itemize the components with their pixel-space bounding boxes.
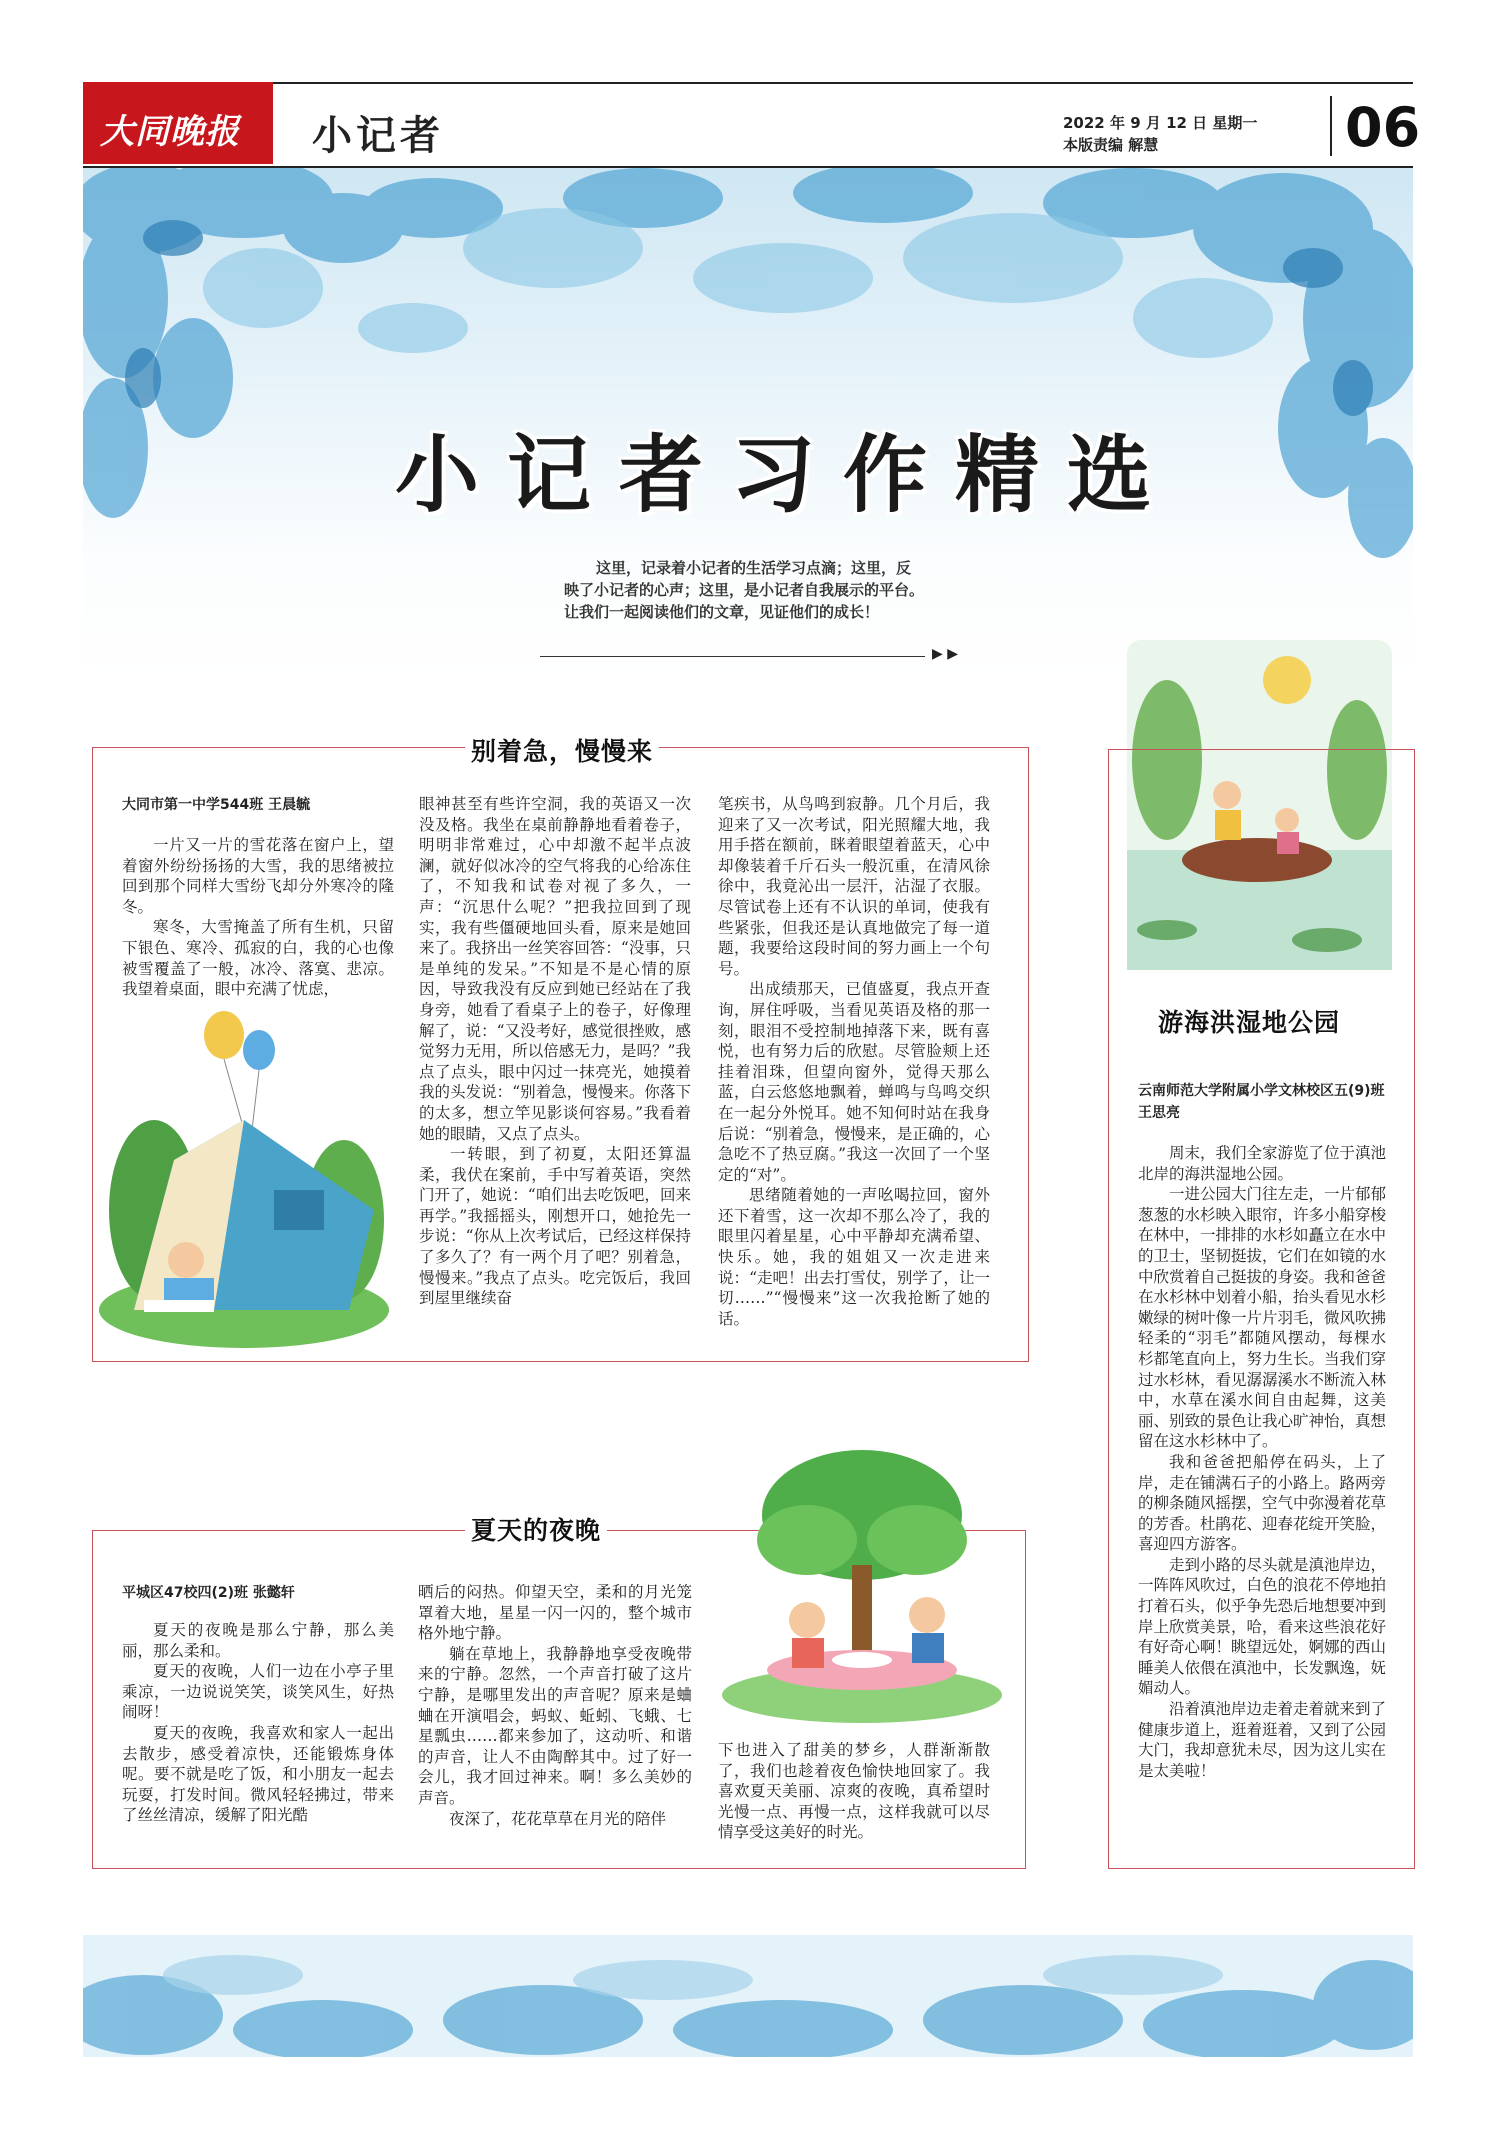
article-byline-1: 大同市第一中学544班 王晨毓 (122, 797, 311, 813)
issue-date: 2022 年 9 月 12 日 星期一 (1063, 114, 1258, 132)
article-title-3: 游海洪湿地公园 (1152, 1003, 1346, 1039)
paragraph: 夏天的夜晚是那么宁静，那么美丽，那么柔和。 (122, 1621, 394, 1660)
paragraph: 思绪随着她的一声吆喝拉回，窗外还下着雪，这一次却不那么冷了，我的眼里闪着星星，心中平静却充满希望、快乐。她，我的姐姐又一次走进来说：“走吧！出去打雪仗，别学了，让一切……”“慢慢来”这一次我抢断了她的话。 (718, 1186, 990, 1328)
paragraph: 夏天的夜晚，我喜欢和家人一起出去散步，感受着凉快，还能锻炼身体呢。要不就是吃了饭，和小朋友一起去玩耍，打发时间。微风轻轻拂过，带来了丝丝清凉，缓解了阳光酷 (122, 1723, 394, 1825)
paragraph: 出成绩那天，已值盛夏，我点开查询，屏住呼吸，当看见英语及格的那一刻，眼泪不受控制地掉落下来，既有喜悦，也有努力后的欣慰。尽管脸颊上还挂着泪珠，但望向窗外，觉得天那么蓝，白云悠悠地飘着，蝉鸣与鸟鸣交织在一起分外悦耳。她不知何时站在我身后说：“别着急，慢慢来，是正确的，心急吃不了热豆腐。”我这一次回了一个坚定的“对”。 (718, 980, 990, 1184)
picnic-tree-illustration (712, 1445, 1002, 1725)
paragraph: 周末，我们全家游览了位于滇池北岸的海洪湿地公园。 (1138, 1144, 1387, 1183)
editor-credit: 本版责编 解慧 (1063, 136, 1159, 154)
paragraph: 一片又一片的雪花落在窗户上，望着窗外纷纷扬扬的大雪，我的思绪被拉回到那个同样大雪纷飞却分外寒冷的隆冬。 (122, 836, 394, 916)
page-number: 06 (1345, 96, 1421, 159)
paragraph: 走到小路的尽头就是滇池岸边，一阵阵风吹过，白色的浪花不停地拍打着石头，似乎争先恐后地想要冲到岸上欣赏美景，哈，看来这些浪花好有好奇心啊！眺望远处，婀娜的西山睡美人依偎在滇池中，长发飘逸，妩媚动人。 (1138, 1555, 1387, 1698)
logo-text: 大同晚报 (100, 112, 240, 152)
article-byline-3: 云南师范大学附属小学文林校区五(9)班 王思亮 (1138, 1083, 1385, 1121)
paragraph: 夏天的夜晚，人们一边在小亭子里乘凉，一边说说笑笑，谈笑风生，好热闹呀！ (122, 1662, 394, 1722)
banner-title: 小记者习作精选 (395, 425, 1180, 524)
paragraph: 寒冬，大雪掩盖了所有生机，只留下银色、寒冷、孤寂的白，我的心也像被雪覆盖了一般，冰冷、落寞、悲凉。我望着桌面，眼中充满了忧虑， (122, 918, 394, 999)
article-1-column-2 (419, 794, 691, 1309)
page-number-divider (1330, 96, 1332, 156)
paragraph: 我和爸爸把船停在码头，上了岸，走在铺满石子的小路上。路两旁的柳条随风摇摆，空气中弥漫着花草的芳香。杜鹃花、迎春花绽开笑脸，喜迎四方游客。 (1138, 1452, 1387, 1554)
paragraph: 一进公园大门往左走，一片郁郁葱葱的水杉映入眼帘，许多小船穿梭在林中，一排排的水杉如矗立在水中的卫士，坚韧挺拔，它们在如镜的水中欣赏着自己挺拔的身姿。我和爸爸在水杉林中划着小船，抬头看见水杉嫩绿的树叶像一片片羽毛，微风吹拂轻柔的“羽毛”都随风摆动，每棵水杉都笔直向上，努力生长。当我们穿过水杉林，看见潺潺溪水不断流入林中，水草在溪水间自由起舞，这美丽、别致的景色让我心旷神怡，真想留在这水杉林中了。 (1138, 1185, 1387, 1451)
article-2-column-3 (718, 1740, 990, 1843)
banner-intro-text: 这里，记录着小记者的生活学习点滴；这里，反映了小记者的心声；这里，是小记者自我展示的平台。让我们一起阅读他们的文章，见证他们的成长！ (564, 559, 925, 621)
article-1-column-1 (122, 835, 394, 1000)
article-2-column-1 (122, 1620, 394, 1826)
paragraph: 眼神甚至有些许空洞，我的英语又一次没及格。我坐在桌前静静地看着卷子，明明非常难过，心中却激不起半点波澜，就好似冰冷的空气将我的心给冻住了，不知我和试卷对视了多久，一声：“沉思什么呢？”把我拉回到了现实，我有些僵硬地回头看，原来是她回来了。我挤出一丝笑容回答：“没事，只是单纯的发呆。”不知是不是心情的原因，导致我没有反应到她已经站在了我身旁，她看了看桌子上的卷子，好像理解了，说：“又没考好，感觉很挫败，感觉努力无用，所以倍感无力，是吗？”我点了点头，眼中闪过一抹亮光，她摸着我的头发说：“别着急，慢慢来。你落下的太多，想立竿见影谈何容易。”我看着她的眼睛，又点了点头。 (419, 795, 691, 1143)
article-3-column-1 (1138, 1143, 1386, 1781)
paragraph: 晒后的闷热。仰望天空，柔和的月光笼罩着大地，星星一闪一闪的，整个城市格外地宁静。 (418, 1583, 692, 1643)
tent-reading-illustration (94, 1010, 404, 1350)
paragraph: 笔疾书，从鸟鸣到寂静。几个月后，我迎来了又一次考试，阳光照耀大地，我用手搭在额前，眯着眼望着蓝天，心中却像装着千斤石头一般沉重，在清风徐徐中，我竟沁出一层汗，沾湿了衣服。尽管试卷上还有不认识的单词，使我有些紧张，但我还是认真地做完了每一道题，我要给这段时间的努力画上一个句号。 (718, 795, 990, 978)
footer-foliage (83, 1935, 1413, 2057)
article-byline-2: 平城区47校四(2)班 张懿轩 (122, 1585, 295, 1601)
paragraph: 躺在草地上，我静静地享受夜晚带来的宁静。忽然，一个声音打破了这片宁静，是哪里发出的声音呢？原来是蛐蛐在开演唱会，蚂蚁、蚯蚓、飞蛾、七星瓢虫……都来参加了，这动听、和谐的声音，让人不由陶醉其中。过了好一会儿，我才回过神来。啊！多么美妙的声音。 (418, 1644, 692, 1807)
arrow-icon: ▶ ▶ (932, 646, 958, 662)
paragraph: 夜深了，花花草草在月光的陪伴 (449, 1809, 667, 1828)
intro-divider (540, 656, 925, 657)
paragraph: 沿着滇池岸边走着走着就来到了健康步道上，逛着逛着，又到了公园大门，我却意犹未尽，因为这儿实在是太美啦！ (1138, 1700, 1387, 1780)
article-2-column-2 (418, 1582, 692, 1829)
article-title-1: 别着急，慢慢来 (465, 732, 659, 768)
article-title-2: 夏天的夜晚 (465, 1511, 607, 1547)
section-title: 小记者 (312, 112, 444, 159)
paragraph: 下也进入了甜美的梦乡，人群渐渐散了，我们也趁着夜色愉快地回家了。我喜欢夏天美丽、凉爽的夜晚，真希望时光慢一点、再慢一点，这样我就可以尽情享受这美好的时光。 (718, 1741, 990, 1842)
article-1-column-3 (718, 794, 990, 1329)
paragraph: 一转眼，到了初夏，太阳还算温柔，我伏在案前，手中写着英语，突然门开了，她说：“咱们出去吃饭吧，回来再学。”我摇摇头，刚想开口，她抢先一步说：“你从上次考试后，已经这样保持了多久了？有一两个月了吧？别着急，慢慢来。”我点了点头。吃完饭后，我回到屋里继续奋 (419, 1145, 691, 1308)
